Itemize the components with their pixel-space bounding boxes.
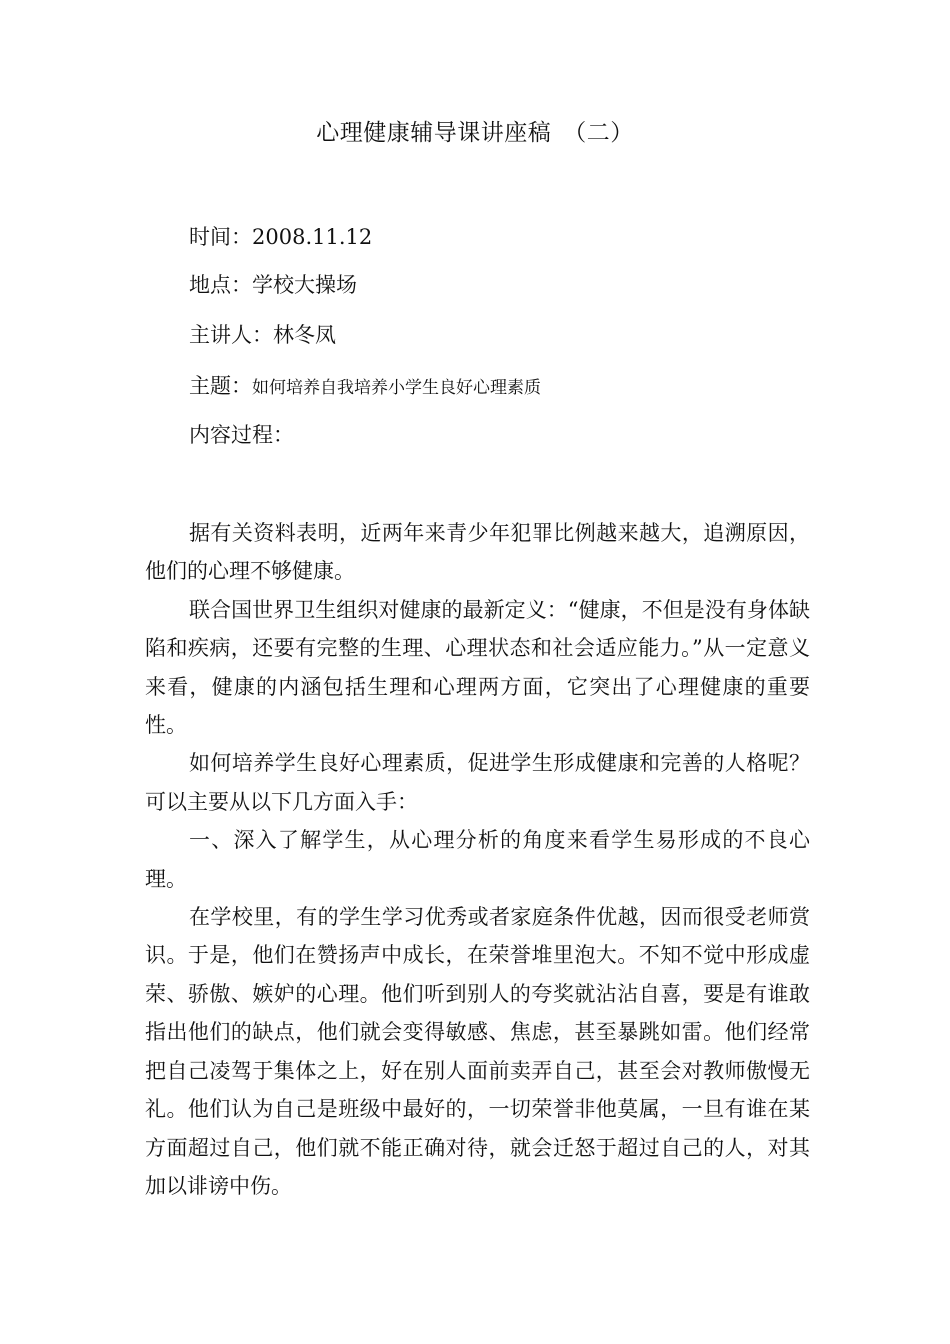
document-body: [145, 514, 810, 1205]
meta-time-label: 时间：: [189, 225, 252, 249]
meta-topic-value: 如何培养自我培养小学生良好心理素质: [252, 378, 541, 398]
meta-speaker-value: 林冬凤: [273, 323, 336, 347]
meta-process: [189, 420, 294, 450]
paragraph: 据有关资料表明，近两年来青少年犯罪比例越来越大，追溯原因，他们的心理不够健康。: [145, 521, 810, 584]
meta-place: [189, 270, 357, 300]
paragraph: 在学校里，有的学生学习优秀或者家庭条件优越，因而很受老师赏识。于是，他们在赞扬声中成长，在荣誉堆里泡大。不知不觉中形成虚荣、骄傲、嫉妒的心理。他们听到别人的夸奖就沾沾自喜，要是有谁敢指出他们的缺点，他们就会变得敏感、焦虑，甚至暴跳如雷。他们经常把自己凌驾于集体之上，好在别人面前卖弄自己，甚至会对教师傲慢无礼。他们认为自己是班级中最好的，一切荣誉非他莫属，一旦有谁在某方面超过自己，他们就不能正确对待，就会迁怒于超过自己的人，对其加以诽谤中伤。: [145, 905, 810, 1198]
meta-topic: [189, 371, 541, 403]
meta-speaker: [189, 320, 336, 350]
meta-speaker-label: 主讲人：: [189, 323, 273, 347]
paragraph: 联合国世界卫生组织对健康的最新定义：“健康，不但是没有身体缺陷和疾病，还要有完整的生理、心理状态和社会适应能力。”从一定意义来看，健康的内涵包括生理和心理两方面，它突出了心理健康的重要性。: [145, 597, 810, 738]
paragraph: 如何培养学生良好心理素质，促进学生形成健康和完善的人格呢？可以主要从以下几方面入手：: [145, 751, 810, 814]
meta-time: [189, 222, 372, 252]
meta-process-label: 内容过程：: [189, 423, 294, 447]
meta-topic-label: 主题：: [189, 374, 252, 398]
paragraph: 一、深入了解学生，从心理分析的角度来看学生易形成的不良心理。: [145, 828, 810, 891]
meta-time-value: 2008.11.12: [252, 225, 373, 249]
meta-place-label: 地点：: [189, 273, 252, 297]
document-title: 心理健康辅导课讲座稿 （二）: [316, 120, 634, 146]
meta-place-value: 学校大操场: [252, 273, 357, 297]
